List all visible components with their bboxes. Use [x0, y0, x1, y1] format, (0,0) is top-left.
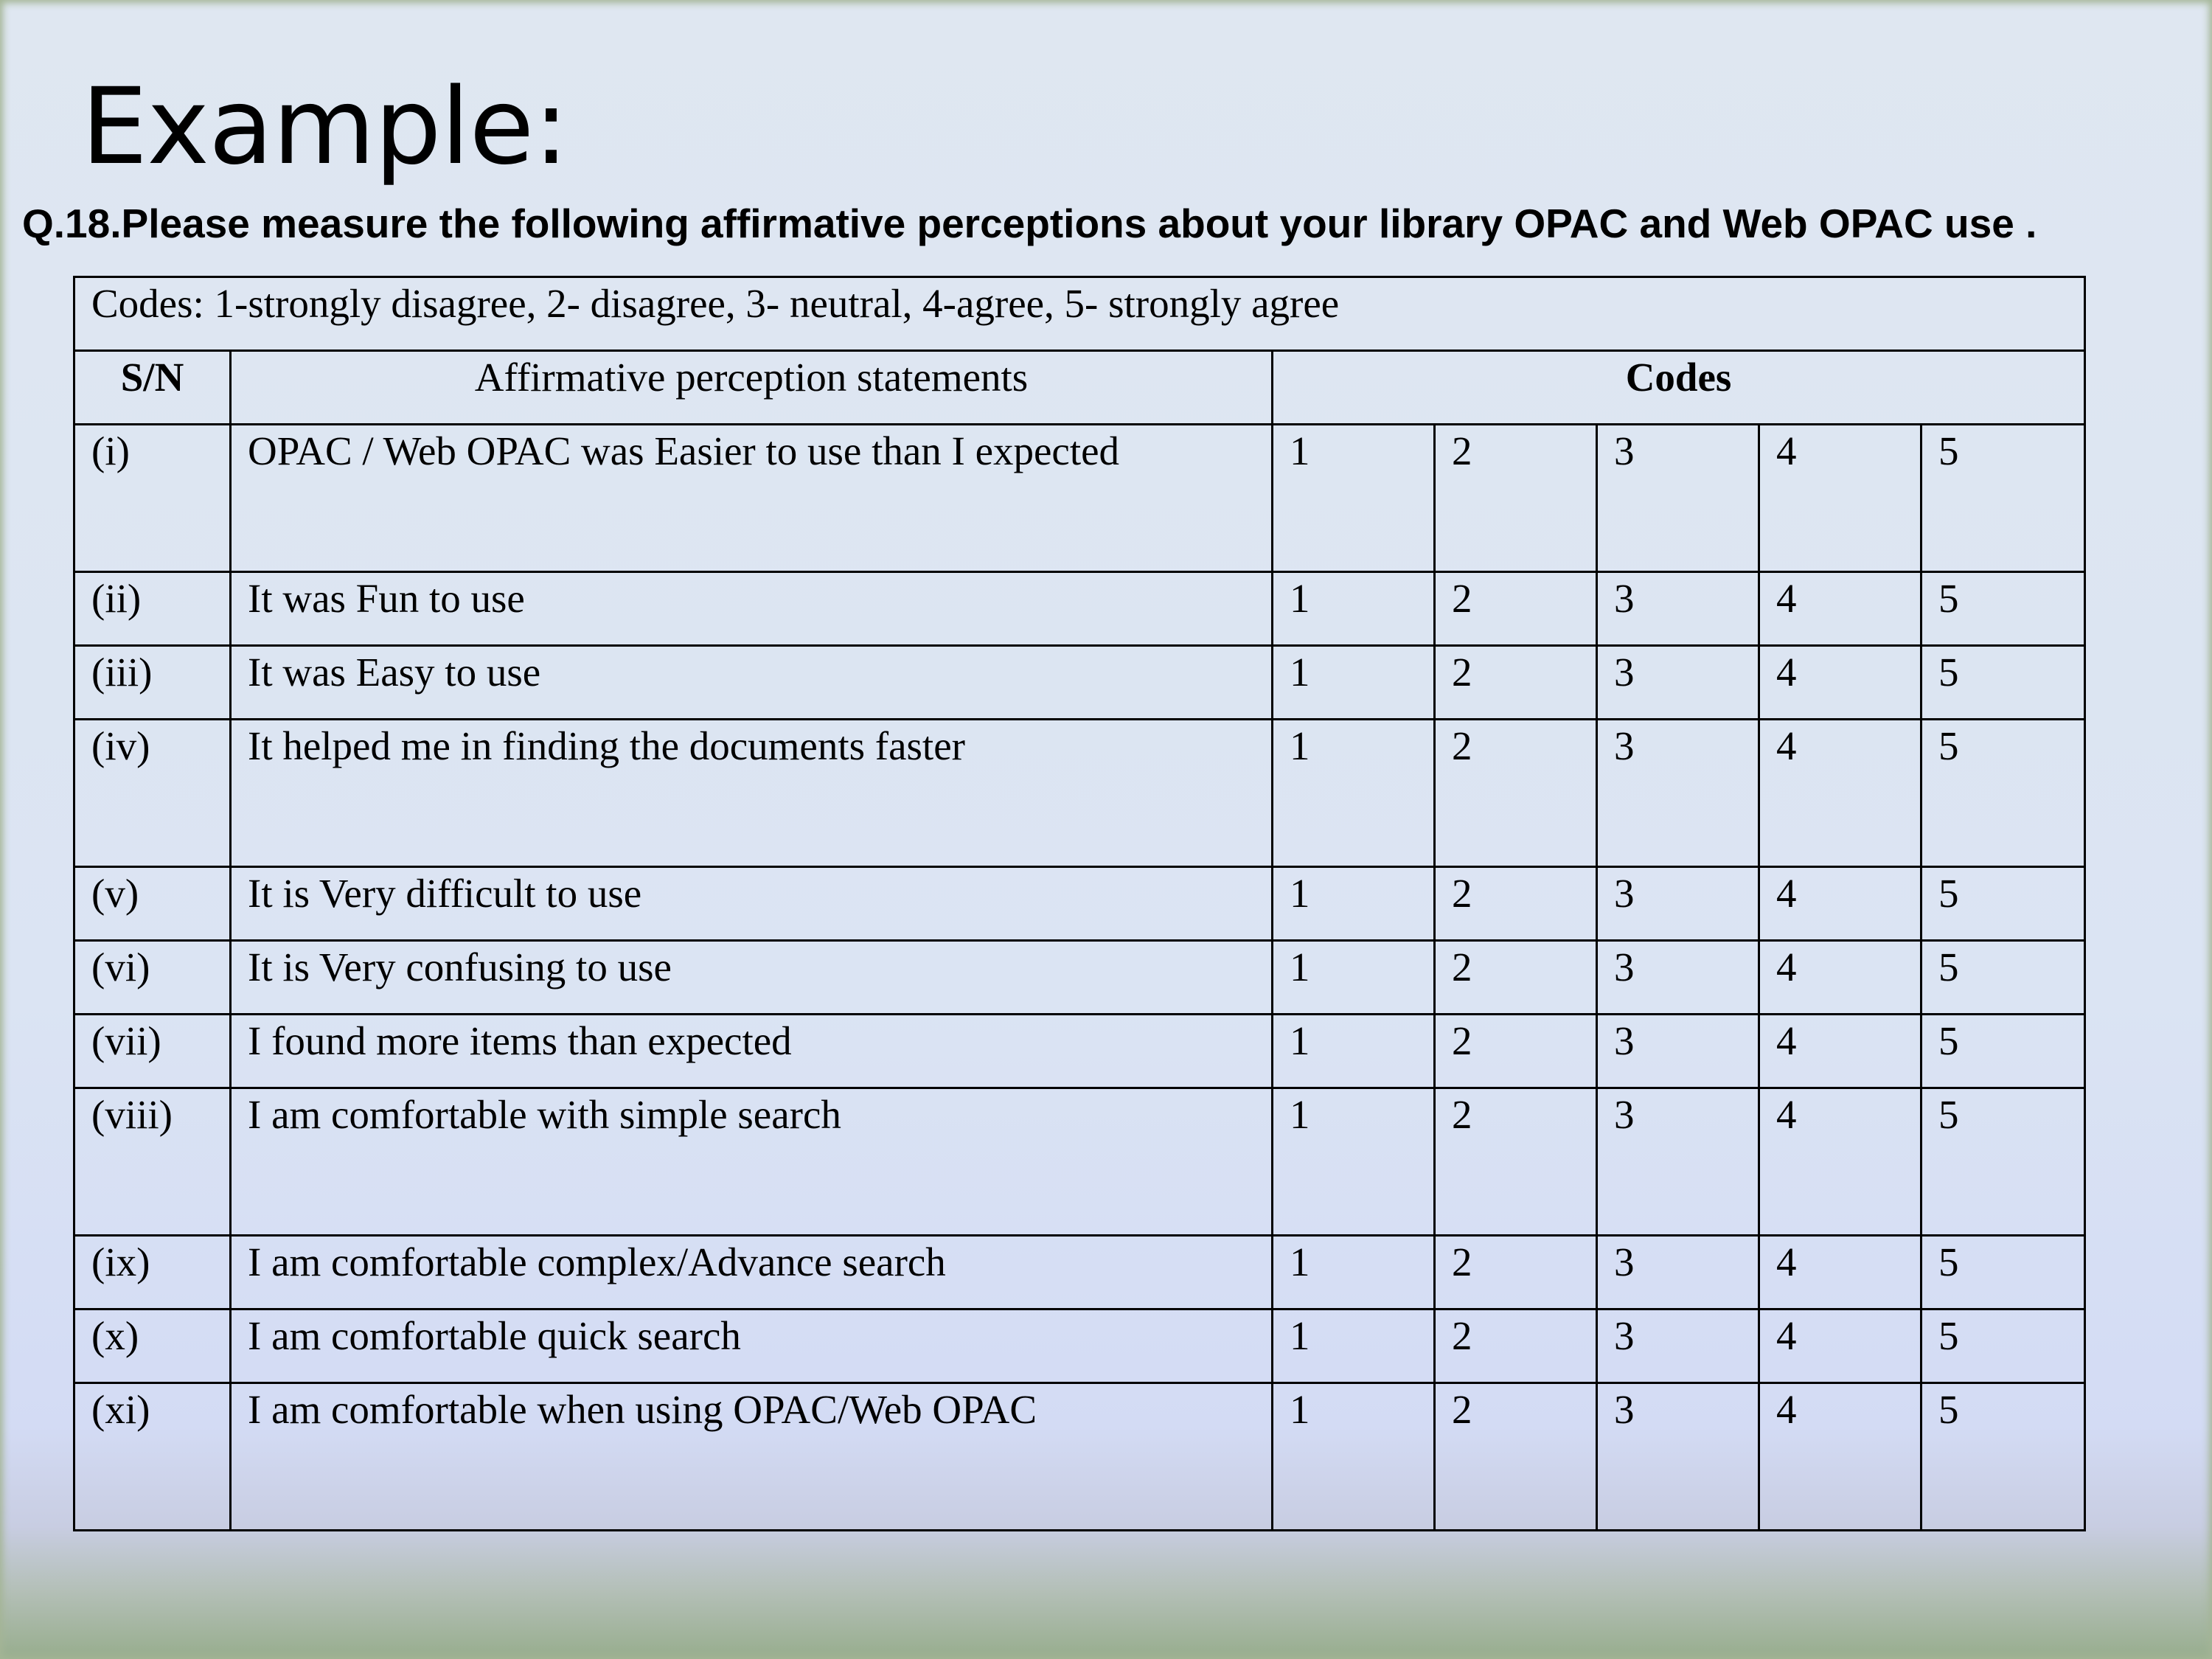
question-text: Q.18.Please measure the following affirmative perceptions about your library OPAC and Web OPAC use .	[22, 201, 2037, 246]
code-option-1[interactable]: 1	[1273, 1015, 1435, 1088]
perception-table	[73, 276, 2086, 1531]
code-option-3[interactable]: 3	[1597, 1236, 1759, 1310]
row-statement: OPAC / Web OPAC was Easier to use than I expected	[231, 425, 1273, 572]
table-row	[74, 941, 2085, 1015]
code-option-5[interactable]: 5	[1921, 572, 2085, 646]
row-serial: (viii)	[74, 1088, 231, 1236]
code-option-3[interactable]: 3	[1597, 941, 1759, 1015]
table-body	[74, 425, 2085, 1531]
code-option-1[interactable]: 1	[1273, 646, 1435, 720]
code-option-2[interactable]: 2	[1435, 1015, 1597, 1088]
code-option-5[interactable]: 5	[1921, 1383, 2085, 1531]
code-option-4[interactable]: 4	[1759, 1015, 1921, 1088]
slide-title: Example:	[81, 65, 568, 188]
code-option-4[interactable]: 4	[1759, 425, 1921, 572]
code-option-4[interactable]: 4	[1759, 646, 1921, 720]
code-option-1[interactable]: 1	[1273, 1310, 1435, 1383]
code-option-4[interactable]: 4	[1759, 572, 1921, 646]
code-option-1[interactable]: 1	[1273, 1088, 1435, 1236]
row-serial: (ix)	[74, 1236, 231, 1310]
table-row	[74, 867, 2085, 941]
header-sn: S/N	[74, 351, 231, 425]
code-option-4[interactable]: 4	[1759, 1088, 1921, 1236]
code-option-2[interactable]: 2	[1435, 867, 1597, 941]
row-statement: I am comfortable quick search	[231, 1310, 1273, 1383]
code-option-1[interactable]: 1	[1273, 1236, 1435, 1310]
row-statement: It is Very confusing to use	[231, 941, 1273, 1015]
code-option-1[interactable]: 1	[1273, 941, 1435, 1015]
code-option-5[interactable]: 5	[1921, 720, 2085, 867]
code-option-5[interactable]: 5	[1921, 425, 2085, 572]
code-option-1[interactable]: 1	[1273, 1383, 1435, 1531]
code-option-2[interactable]: 2	[1435, 1383, 1597, 1531]
header-row	[74, 351, 2085, 425]
code-option-2[interactable]: 2	[1435, 941, 1597, 1015]
row-statement: It helped me in finding the documents faster	[231, 720, 1273, 867]
code-option-3[interactable]: 3	[1597, 1383, 1759, 1531]
code-option-3[interactable]: 3	[1597, 1088, 1759, 1236]
codes-legend-row	[74, 277, 2085, 351]
code-option-3[interactable]: 3	[1597, 720, 1759, 867]
row-statement: I found more items than expected	[231, 1015, 1273, 1088]
code-option-2[interactable]: 2	[1435, 646, 1597, 720]
row-serial: (vii)	[74, 1015, 231, 1088]
code-option-5[interactable]: 5	[1921, 867, 2085, 941]
table-row	[74, 1015, 2085, 1088]
table-row	[74, 1236, 2085, 1310]
code-option-2[interactable]: 2	[1435, 1236, 1597, 1310]
code-option-5[interactable]: 5	[1921, 941, 2085, 1015]
code-option-2[interactable]: 2	[1435, 425, 1597, 572]
table-row	[74, 1383, 2085, 1531]
row-statement: It is Very difficult to use	[231, 867, 1273, 941]
table-row	[74, 425, 2085, 572]
code-option-4[interactable]: 4	[1759, 867, 1921, 941]
row-serial: (ii)	[74, 572, 231, 646]
row-statement: It was Fun to use	[231, 572, 1273, 646]
row-statement: I am comfortable complex/Advance search	[231, 1236, 1273, 1310]
table-row	[74, 646, 2085, 720]
row-serial: (xi)	[74, 1383, 231, 1531]
code-option-2[interactable]: 2	[1435, 720, 1597, 867]
table-row	[74, 1310, 2085, 1383]
code-option-3[interactable]: 3	[1597, 1310, 1759, 1383]
code-option-5[interactable]: 5	[1921, 1088, 2085, 1236]
row-serial: (iii)	[74, 646, 231, 720]
table-row	[74, 1088, 2085, 1236]
code-option-5[interactable]: 5	[1921, 646, 2085, 720]
row-statement: I am comfortable with simple search	[231, 1088, 1273, 1236]
codes-legend: Codes: 1-strongly disagree, 2- disagree, 3- neutral, 4-agree, 5- strongly agree	[74, 277, 2085, 351]
code-option-3[interactable]: 3	[1597, 867, 1759, 941]
code-option-5[interactable]: 5	[1921, 1015, 2085, 1088]
row-serial: (iv)	[74, 720, 231, 867]
row-serial: (x)	[74, 1310, 231, 1383]
table-row	[74, 720, 2085, 867]
code-option-1[interactable]: 1	[1273, 720, 1435, 867]
code-option-4[interactable]: 4	[1759, 720, 1921, 867]
code-option-3[interactable]: 3	[1597, 425, 1759, 572]
code-option-4[interactable]: 4	[1759, 1236, 1921, 1310]
code-option-2[interactable]: 2	[1435, 1088, 1597, 1236]
row-statement: It was Easy to use	[231, 646, 1273, 720]
header-statement: Affirmative perception statements	[231, 351, 1273, 425]
code-option-4[interactable]: 4	[1759, 1383, 1921, 1531]
code-option-3[interactable]: 3	[1597, 572, 1759, 646]
row-serial: (i)	[74, 425, 231, 572]
code-option-2[interactable]: 2	[1435, 1310, 1597, 1383]
row-statement: I am comfortable when using OPAC/Web OPAC	[231, 1383, 1273, 1531]
row-serial: (v)	[74, 867, 231, 941]
code-option-1[interactable]: 1	[1273, 425, 1435, 572]
code-option-1[interactable]: 1	[1273, 572, 1435, 646]
table-row	[74, 572, 2085, 646]
row-serial: (vi)	[74, 941, 231, 1015]
code-option-3[interactable]: 3	[1597, 646, 1759, 720]
code-option-2[interactable]: 2	[1435, 572, 1597, 646]
code-option-3[interactable]: 3	[1597, 1015, 1759, 1088]
code-option-4[interactable]: 4	[1759, 1310, 1921, 1383]
code-option-1[interactable]: 1	[1273, 867, 1435, 941]
code-option-5[interactable]: 5	[1921, 1236, 2085, 1310]
code-option-5[interactable]: 5	[1921, 1310, 2085, 1383]
code-option-4[interactable]: 4	[1759, 941, 1921, 1015]
header-codes: Codes	[1273, 351, 2085, 425]
